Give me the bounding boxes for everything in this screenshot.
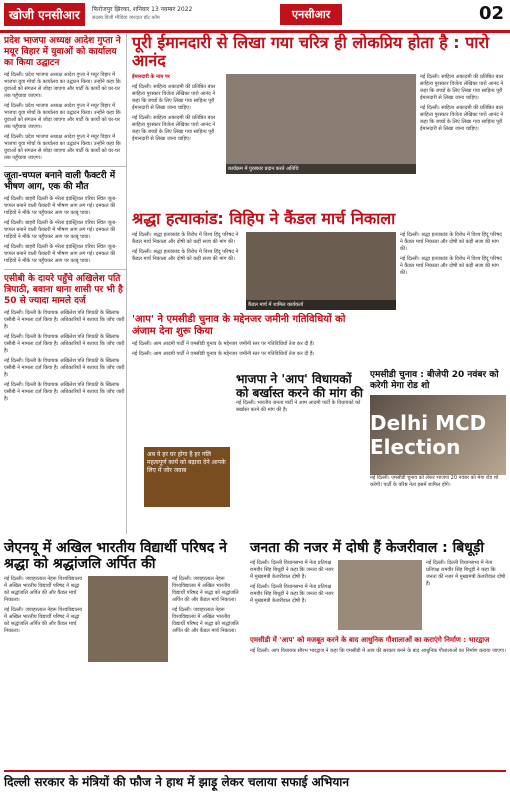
story-body: नई दिल्ली। दिल्ली के विधायक अखिलेश पति त्रिपाठी के खिलाफ एसीबी ने मामला दर्ज किया है। अधिकारियों ने बताया कि जाँच जारी है। — [4, 358, 125, 378]
story-body: नई दिल्ली। श्रद्धा हत्याकांड के विरोध में विश्व हिंदू परिषद ने कैंडल मार्च निकाला और दोषी को कड़ी सजा की मांग की। — [400, 256, 502, 276]
story-body: नई दिल्ली। श्रद्धा हत्याकांड के विरोध में विश्व हिंदू परिषद ने कैंडल मार्च निकाला और दोषी को कड़ी सजा की मांग की। — [132, 232, 239, 245]
story-body: नई दिल्ली। दिल्ली के विधायक अखिलेश पति त्रिपाठी के खिलाफ एसीबी ने मामला दर्ज किया है। अधिकारियों ने बताया कि जाँच जारी है। — [4, 382, 125, 402]
divider — [4, 269, 126, 270]
story-headline: दिल्ली सरकार के मंत्रियों की फौज ने हाथ में झाड़ू लेकर चलाया सफाई अभियान — [4, 775, 350, 789]
story-headline: जेएनयू में अखिल भारतीय विद्यार्थी परिषद ने श्रद्धा को श्रद्धांजलि अर्पित की — [4, 540, 227, 572]
story-headline: जूता-चप्पल बनाने वाली फैक्टरी में भीषण आग, एक की मौत — [4, 171, 116, 192]
kicker: ईमानदारी के नाम पर — [132, 74, 170, 80]
story-body: नई दिल्ली। साहित्य अकादमी की प्रतिष्ठित बाल साहित्य पुरस्कार विजेता लेखिका पारो आनंद ने कहा कि बच्चों के लिए लिखा गया साहित्य पूरी ईमानदारी से लिखा जाना चाहिए। — [420, 105, 504, 132]
aap-story — [132, 312, 364, 361]
story-body: नई दिल्ली। श्रद्धा हत्याकांड के विरोध में विश्व हिंदू परिषद ने कैंडल मार्च निकाला और दोषी को कड़ी सजा की मांग की। — [132, 249, 239, 262]
story-body: नई दिल्ली। दिल्ली विधानसभा में नेता प्रतिपक्ष रामवीर सिंह बिधूड़ी ने कहा कि जनता की नजर में मुख्यमंत्री केजरीवाल दोषी हैं। — [250, 584, 334, 604]
photo-caption: कार्यक्रम में पुरस्कार प्रदान करते अतिथि — [226, 164, 416, 174]
story-headline: श्रद्धा हत्याकांड: विहिप ने कैंडल मार्च निकाला — [132, 209, 396, 228]
jnu-story — [4, 540, 244, 662]
story-body: नई दिल्ली। श्रद्धा हत्याकांड के विरोध में विश्व हिंदू परिषद ने कैंडल मार्च निकाला और दोषी को कड़ी सजा की मांग की। — [400, 232, 502, 252]
page-number: 02 — [478, 3, 504, 24]
photo-caption: कैंडल मार्च में शामिल कार्यकर्ता — [246, 300, 396, 310]
story-headline: भाजपा ने 'आप' विधायकों को बर्खास्त करने की मांग की — [236, 372, 363, 400]
story-body: नई दिल्ली। प्रदेश भाजपा अध्यक्ष आदेश गुप्ता ने मयूर विहार में भाजपा युवा मोर्चा के कार्यालय का उद्घाटन किया। उन्होंने कहा कि युवाओं को संगठन से जोड़ा जाएगा और पार्टी के कार्यों को घर-घर तक पहुँचाया जाएगा। — [4, 103, 121, 130]
masthead — [0, 0, 510, 33]
story-body: नई दिल्ली। जवाहरलाल नेहरू विश्वविद्यालय में अखिल भारतीय विद्यार्थी परिषद ने श्रद्धा को श्रद्धांजलि अर्पित की और कैंडल मार्च निकाला। — [4, 607, 83, 634]
top-headline: पूरी ईमानदारी से लिखा गया चरित्र ही लोकप्रिय होता है : पारो आनंद — [132, 33, 490, 70]
story-body: नई दिल्ली। प्रदेश भाजपा अध्यक्ष आदेश गुप्ता ने मयूर विहार में भाजपा युवा मोर्चा के कार्यालय का उद्घाटन किया। उन्होंने कहा कि युवाओं को संगठन से जोड़ा जाएगा और पार्टी के कार्यों को घर-घर तक पहुँचाया जाएगा। — [4, 134, 121, 161]
story-body: नई दिल्ली। साहित्य अकादमी की प्रतिष्ठित बाल साहित्य पुरस्कार विजेता लेखिका पारो आनंद ने कहा कि बच्चों के लिए लिखा गया साहित्य पूरी ईमानदारी से लिखा जाना चाहिए। — [132, 115, 216, 142]
election-image — [370, 395, 506, 475]
story-body: नई दिल्ली। साहित्य अकादमी की प्रतिष्ठित बाल साहित्य पुरस्कार विजेता लेखिका पारो आनंद ने कहा कि बच्चों के लिए लिखा गया साहित्य पूरी ईमानदारी से लिखा जाना चाहिए। — [420, 74, 504, 101]
story-body: नई दिल्ली। आम आदमी पार्टी ने एमसीडी चुनाव के मद्देनजर जमीनी स्तर पर गतिविधियाँ तेज कर दी हैं। — [132, 341, 315, 347]
bottom-story — [4, 770, 506, 798]
paper-logo: खोजी एनसीआर — [4, 3, 85, 26]
section-label: एनसीआर — [280, 4, 342, 25]
divider — [4, 166, 126, 167]
story-body: नई दिल्ली। आप विधायक सौरभ भारद्वाज ने कहा कि एमसीडी में आप की सरकार बनने के बाद आधुनिक गौशालाओं का निर्माण कराया जाएगा। — [250, 648, 506, 654]
story-headline: एसीबी के दायरे पहुँचे अखिलेश पति त्रिपाठी, बवाना थाना शासी पर भी है 50 से ज्यादा मामले दर्ज — [4, 274, 123, 306]
image-text: Delhi MCD Election — [370, 411, 487, 459]
story-body: नई दिल्ली। दिल्ली के विधायक अखिलेश पति त्रिपाठी के खिलाफ एसीबी ने मामला दर्ज किया है। अधिकारियों ने बताया कि जाँच जारी है। — [4, 334, 125, 354]
story-headline: जनता की नजर में दोषी हैं केजरीवाल : बिधूड़ी — [250, 540, 484, 556]
story-body: नई दिल्ली। एमसीडी चुनाव को लेकर भाजपा 20 नवंबर को मेगा रोड शो करेगी। पार्टी के वरिष्ठ नेता इसमें शामिल होंगे। — [370, 475, 499, 488]
news-photo — [88, 576, 168, 662]
story-headline: 'आप' ने एमसीडी चुनाव के मद्देनजर जमीनी गतिविधियों को अंजाम देना शुरू किया — [132, 314, 346, 337]
story-body: नई दिल्ली। जवाहरलाल नेहरू विश्वविद्यालय में अखिल भारतीय विद्यार्थी परिषद ने श्रद्धा को श्रद्धांजलि अर्पित की और कैंडल मार्च निकाला। — [172, 576, 239, 603]
story-headline: प्रदेश भाजपा अध्यक्ष आदेश गुप्ता ने मयूर विहार में युवाओं को कार्यालय का किया उद्घाटन — [4, 36, 121, 68]
dateline: फिरोजपुर झिरका, शनिवार 13 नवम्बर 2022 — [92, 6, 193, 13]
story-body: नई दिल्ली। जवाहरलाल नेहरू विश्वविद्यालय में अखिल भारतीय विद्यार्थी परिषद ने श्रद्धा को श्रद्धांजलि अर्पित की और कैंडल मार्च निकाला। — [4, 576, 83, 603]
subline: सदस्य डिजी मीडिया वारदात डॉट कॉम — [92, 15, 160, 21]
story-body: नई दिल्ली। दिल्ली विधानसभा में नेता प्रतिपक्ष रामवीर सिंह बिधूड़ी ने कहा कि जनता की नजर में मुख्यमंत्री केजरीवाल दोषी हैं। — [426, 560, 506, 587]
story-body: नई दिल्ली। बाहरी दिल्ली के नरेला इंडस्ट्रियल एरिया स्थित जूता-चप्पल बनाने वाली फैक्टरी में भीषण आग लग गई। दमकल की गाड़ियों ने मौके पर पहुँचकर आग पर काबू पाया। — [4, 220, 118, 240]
story-body: नई दिल्ली। साहित्य अकादमी की प्रतिष्ठित बाल साहित्य पुरस्कार विजेता लेखिका पारो आनंद ने कहा कि बच्चों के लिए लिखा गया साहित्य पूरी ईमानदारी से लिखा जाना चाहिए। — [132, 84, 216, 111]
top-story — [132, 34, 506, 174]
story-body: नई दिल्ली। दिल्ली विधानसभा में नेता प्रतिपक्ष रामवीर सिंह बिधूड़ी ने कहा कि जनता की नजर में मुख्यमंत्री केजरीवाल दोषी हैं। — [250, 560, 334, 580]
mcd-story — [370, 368, 506, 498]
story-body: नई दिल्ली। जवाहरलाल नेहरू विश्वविद्यालय में अखिल भारतीय विद्यार्थी परिषद ने श्रद्धा को श्रद्धांजलि अर्पित की और कैंडल मार्च निकाला। — [172, 607, 239, 634]
quote-box: अब ये हर घर होगा है हर गलि महत्वपूर्ण कार्य को बढ़ावा देने आपके लिए में जोर जवाब — [144, 447, 230, 507]
news-photo — [246, 232, 396, 310]
bidhuri-story — [250, 540, 506, 658]
story-body: नई दिल्ली। दिल्ली के विधायक अखिलेश पति त्रिपाठी के खिलाफ एसीबी ने मामला दर्ज किया है। अधिकारियों ने बताया कि जाँच जारी है। — [4, 310, 125, 330]
story-body: नई दिल्ली। प्रदेश भाजपा अध्यक्ष आदेश गुप्ता ने मयूर विहार में भाजपा युवा मोर्चा के कार्यालय का उद्घाटन किया। उन्होंने कहा कि युवाओं को संगठन से जोड़ा जाएगा और पार्टी के कार्यों को घर-घर तक पहुँचाया जाएगा। — [4, 72, 121, 99]
bjp-story — [236, 372, 366, 417]
portrait-photo — [338, 560, 422, 630]
left-column — [4, 34, 127, 534]
story-body: नई दिल्ली। भारतीय जनता पार्टी ने आम आदमी पार्टी के विधायकों को बर्खास्त करने की मांग की है। — [236, 400, 361, 413]
story-body: नई दिल्ली। आम आदमी पार्टी ने एमसीडी चुनाव के मद्देनजर जमीनी स्तर पर गतिविधियाँ तेज कर दी हैं। — [132, 351, 315, 357]
story-body: नई दिल्ली। बाहरी दिल्ली के नरेला इंडस्ट्रियल एरिया स्थित जूता-चप्पल बनाने वाली फैक्टरी में भीषण आग लग गई। दमकल की गाड़ियों ने मौके पर पहुँचकर आग पर काबू पाया। — [4, 244, 118, 264]
story-headline: एमसीडी चुनाव : बीजेपी 20 नवंबर को करेगी मेगा रोड शो — [370, 370, 499, 391]
news-photo — [226, 74, 416, 174]
sub-headline: एमसीडी में 'आप' को मजबूत करने के बाद आधुनिक गौशालाओं का कराएंगे निर्माण : भारद्वाज — [250, 636, 490, 644]
story-body: नई दिल्ली। बाहरी दिल्ली के नरेला इंडस्ट्रियल एरिया स्थित जूता-चप्पल बनाने वाली फैक्टरी में भीषण आग लग गई। दमकल की गाड़ियों ने मौके पर पहुँचकर आग पर काबू पाया। — [4, 196, 118, 216]
vhp-story — [132, 210, 506, 310]
